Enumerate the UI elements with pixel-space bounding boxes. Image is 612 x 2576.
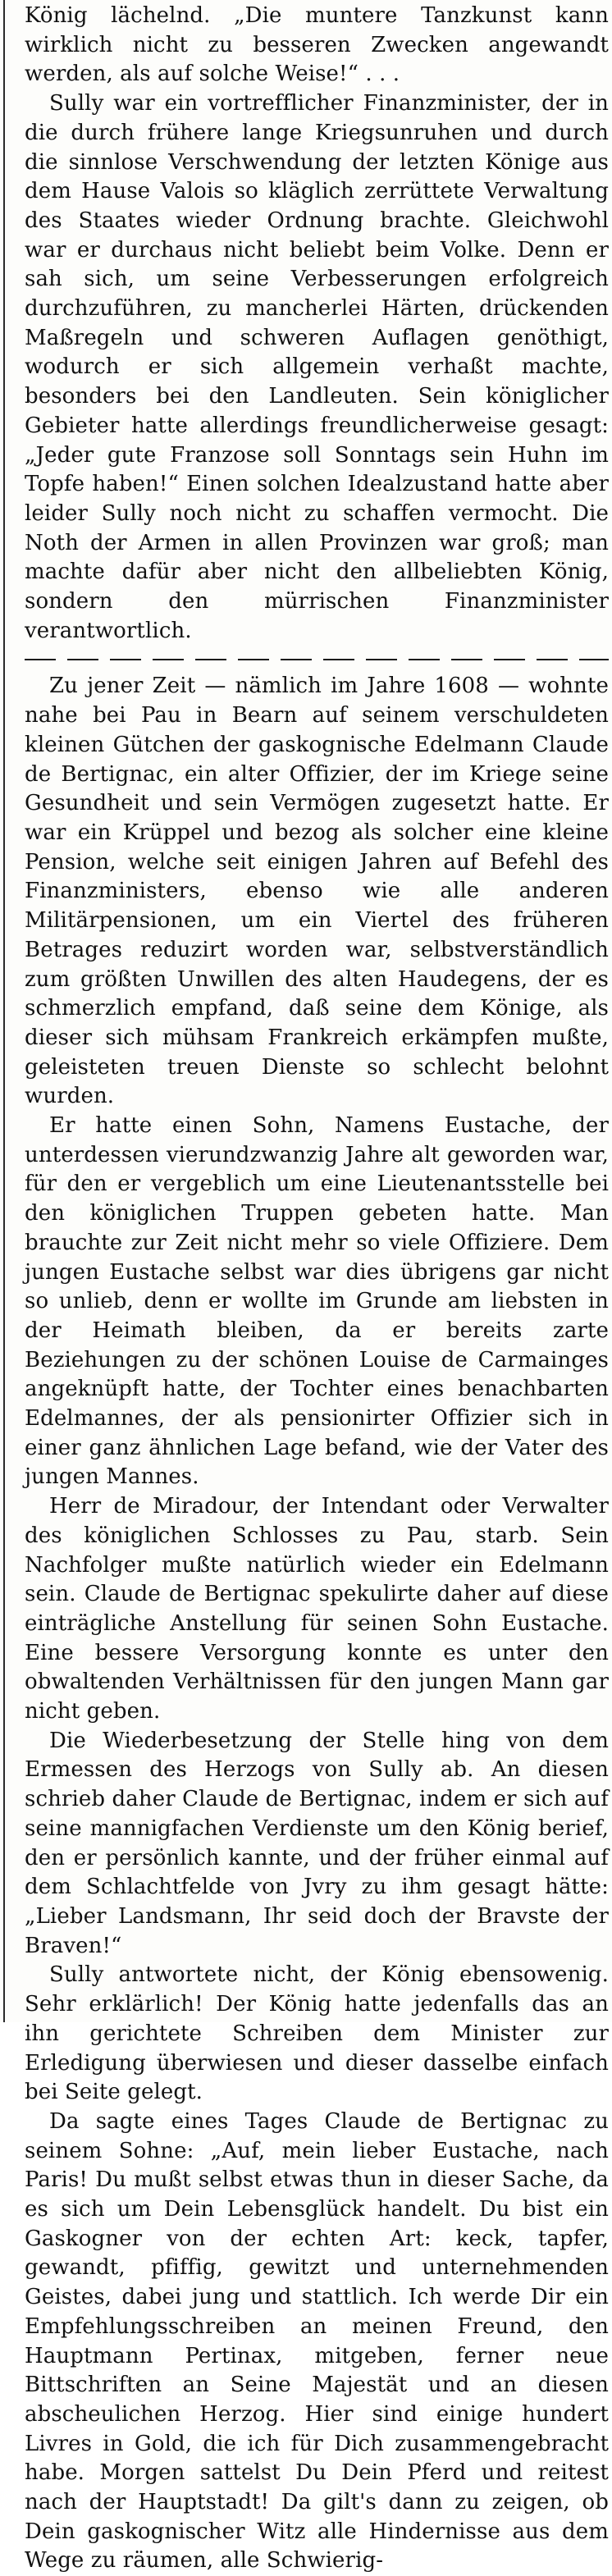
paragraph-bertignac-intro: Zu jener Zeit — nämlich im Jahre 1608 — wohnte nahe bei Pau in Bearn auf seinem verschuldeten kleinen Gütchen der gaskognische Edelmann Claude de Bertignac, ein alter Offizier, der im Kriege seine Gesundheit und sein Vermögen zugesetzt hatte. Er war ein Krüppel und bezog als solcher eine kleine Pension, welche seit einigen Jahren auf Befehl des Finanzministers, ebenso wie alle anderen Militärpensionen, um ein Viertel des früheren Betrages reduzirt worden war, selbstverständlich zum größten Unwillen des alten Haudegens, der es schmerzlich empfand, daß seine dem Könige, als dieser sich mühsam Frankreich erkämpfen mußte, geleisteten treuen Dienste so schlecht belohnt wurden. xyxy=(25,674,609,1109)
text-column xyxy=(25,2,609,2576)
paragraph-appointment-sully: Die Wiederbesetzung der Stelle hing von dem Ermessen des Herzogs von Sully ab. An diesen schrieb daher Claude de Bertignac, indem er sich auf seine mannigfachen Verdienste um den König berief, den er persönlich kannte, und der früher einmal auf dem Schlachtfelde von Jvry zu ihm gesagt hätte: „Lieber Landsmann, Ihr seid doch der Bravste der Braven!“ xyxy=(25,1728,609,1958)
paragraph-son-eustache: Er hatte einen Sohn, Namens Eustache, der unterdessen vierundzwanzig Jahre alt geworden war, für den er vergeblich um eine Lieutenantsstelle bei den königlichen Truppen gebeten hatte. Man brauchte zur Zeit nicht mehr so viele Offiziere. Dem jungen Eustache selbst war dies übrigens gar nicht so unlieb, denn er wollte im Grunde am liebsten in der Heimath bleiben, da er bereits zarte Beziehungen zu der schönen Louise de Carmainges angeknüpft hatte, der Tochter eines benachbarten Edelmannes, der als pensionirter Offizier sich in einer ganz ähnlichen Lage befand, wie der Vater des jungen Mannes. xyxy=(25,1113,609,1490)
column-rule xyxy=(3,0,5,2022)
paragraph-king-smiling: König lächelnd. „Die muntere Tanzkunst kann wirklich nicht zu besseren Zwecken angewandt werden, als auf solche Weise!“ . . . xyxy=(25,3,609,87)
paragraph-miradour-death: Herr de Miradour, der Intendant oder Verwalter des königlichen Schlosses zu Pau, starb. Sein Nachfolger mußte natürlich wieder ein Edelmann sein. Claude de Bertignac spekulirte daher auf diese einträgliche Anstellung für seinen Sohn Eustache. Eine bessere Versorgung konnte es unter den obwaltenden Verhältnissen für den jungen Mann gar nicht geben. xyxy=(25,1494,609,1724)
paragraph-to-paris: Da sagte eines Tages Claude de Bertignac zu seinem Sohne: „Auf, mein lieber Eustache, nach Paris! Du mußt selbst etwas thun in dieser Sache, da es sich um Dein Lebensglück handelt. Du bist ein Gaskogner von der echten Art: keck, tapfer, gewandt, pfiffig, gewitzt und unternehmenden Geistes, dabei jung und stattlich. Ich werde Dir ein Empfehlungsschreiben an meinen Freund, den Hauptmann Pertinax, mitgeben, ferner neue Bittschriften an Seine Majestät und an diesen abscheulichen Herzog. Hier sind einige hundert Livres in Gold, die ich für Dich zusammengebracht habe. Morgen sattelst Du Dein Pferd und reitest nach der Hauptstadt! Da gilt's dann zu zeigen, ob Dein gaskognischer Witz alle Hindernisse aus dem Wege zu räumen, alle Schwierig- xyxy=(25,2108,609,2574)
section-divider xyxy=(25,651,609,670)
paragraph-sully-finance-minister: Sully war ein vortrefflicher Finanzminister, der in die durch frühere lange Kriegsunruhen und durch die sinnlose Verschwendung der letzten Könige aus dem Hause Valois so kläglich zerrüttete Verwaltung des Staates wieder Ordnung brachte. Gleichwohl war er durchaus nicht beliebt beim Volke. Denn er sah sich, um seine Verbesserungen erfolgreich durchzuführen, zu mancherlei Härten, drückenden Maßregeln und schweren Auflagen genöthigt, wodurch er sich allgemein verhaßt machte, besonders bei den Landleuten. Sein königlicher Gebieter hatte allerdings freundlicherweise gesagt: „Jeder gute Franzose soll Sonntags sein Huhn im Topfe haben!“ Einen solchen Idealzustand hatte aber leider Sully noch nicht zu schaffen vermocht. Die Noth der Armen in allen Provinzen war groß; man machte dafür aber nicht den allbeliebten König, sondern den mürrischen Finanzminister verantwortlich. xyxy=(25,91,609,643)
paragraph-no-answer: Sully antwortete nicht, der König ebensowenig. Sehr erklärlich! Der König hatte jedenfalls das an ihn gerichtete Schreiben dem Minister zur Erledigung überwiesen und dieser dasselbe einfach bei Seite gelegt. xyxy=(25,1962,609,2105)
